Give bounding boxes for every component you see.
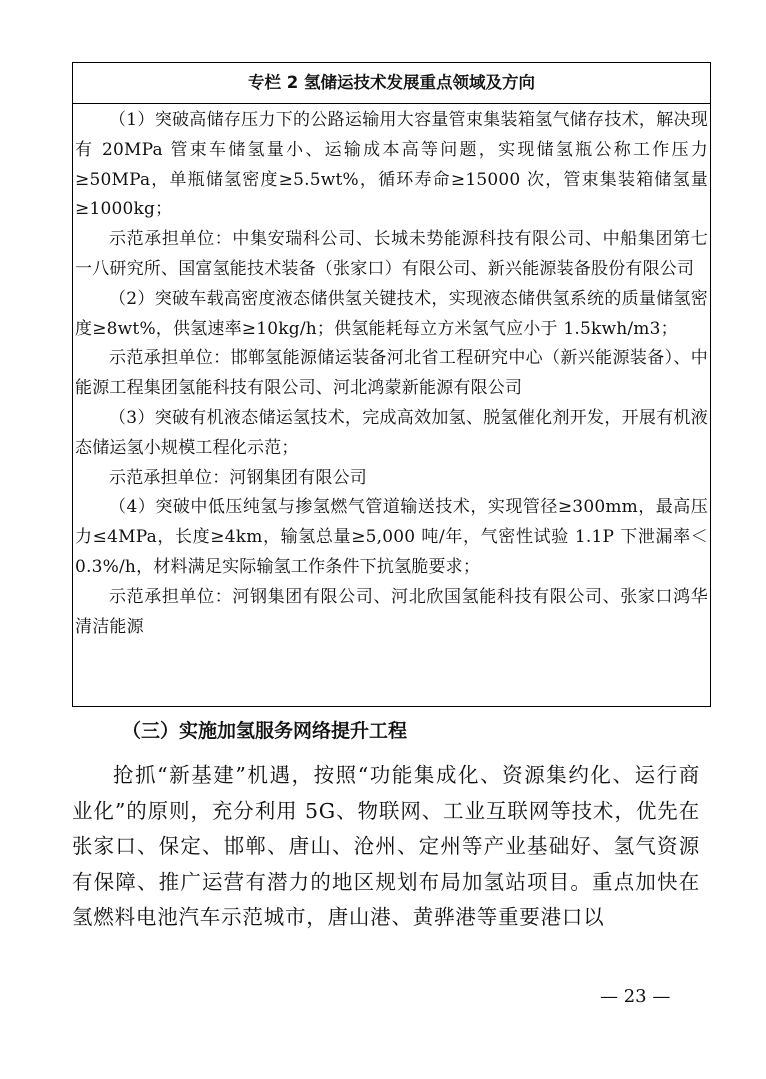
page-number: — 23 — bbox=[600, 986, 671, 1007]
feature-box bbox=[72, 62, 711, 707]
box-paragraph: 示范承担单位：河钢集团有限公司、河北欣国氢能科技有限公司、张家口鸿华清洁能源 bbox=[75, 586, 708, 637]
box-paragraph: 示范承担单位：邯郸氢能源储运装备河北省工程研究中心（新兴能源装备）、中能源工程集团氢能科技有限公司、河北鸿蒙新能源有限公司 bbox=[75, 348, 708, 399]
box-title: 专栏 2 氢储运技术发展重点领域及方向 bbox=[73, 63, 710, 104]
section-heading: （三）实施加氢服务网络提升工程 bbox=[122, 720, 408, 742]
box-paragraph: （1）突破高储存压力下的公路运输用大容量管束集装箱氢气储存技术，解决现有 20MPa 管束车储氢量小、运输成本高等问题，实现储氢瓶公称工作压力≥50MPa，单瓶储氢密度≥5.5wt%，循环寿命≥15000 次，管束集装箱储氢量≥1000kg； bbox=[75, 110, 708, 220]
section-paragraph: 抢抓“新基建”机遇，按照“功能集成化、资源集约化、运行商业化”的原则，充分利用 5G、物联网、工业互联网等技术，优先在张家口、保定、邯郸、唐山、沧州、定州等产业基础好、氢气资源有保障、推广运营有潜力的地区规划布局加氢站项目。重点加快在氢燃料电池汽车示范城市，唐山港、黄骅港等重要港口以 bbox=[72, 763, 700, 929]
box-paragraph: （4）突破中低压纯氢与掺氢燃气管道输送技术，实现管径≥300mm，最高压力≤4MPa，长度≥4km，输氢总量≥5,000 吨/年，气密性试验 1.1P 下泄漏率＜0.3%/h，材料满足实际输氢工作条件下抗氢脆要求； bbox=[75, 497, 708, 577]
box-body bbox=[73, 104, 710, 642]
box-paragraph: （2）突破车载高密度液态储供氢关键技术，实现液态储供氢系统的质量储氢密度≥8wt%，供氢速率≥10kg/h；供氢能耗每立方米氢气应小于 1.5kwh/m3； bbox=[75, 288, 708, 339]
box-paragraph: （3）突破有机液态储运氢技术，完成高效加氢、脱氢催化剂开发，开展有机液态储运氢小规模工程化示范； bbox=[75, 407, 708, 458]
box-paragraph: 示范承担单位：河钢集团有限公司 bbox=[109, 467, 367, 488]
box-paragraph: 示范承担单位：中集安瑞科公司、长城未势能源科技有限公司、中船集团第七一八研究所、国富氢能技术装备（张家口）有限公司、新兴能源装备股份有限公司 bbox=[75, 229, 708, 279]
